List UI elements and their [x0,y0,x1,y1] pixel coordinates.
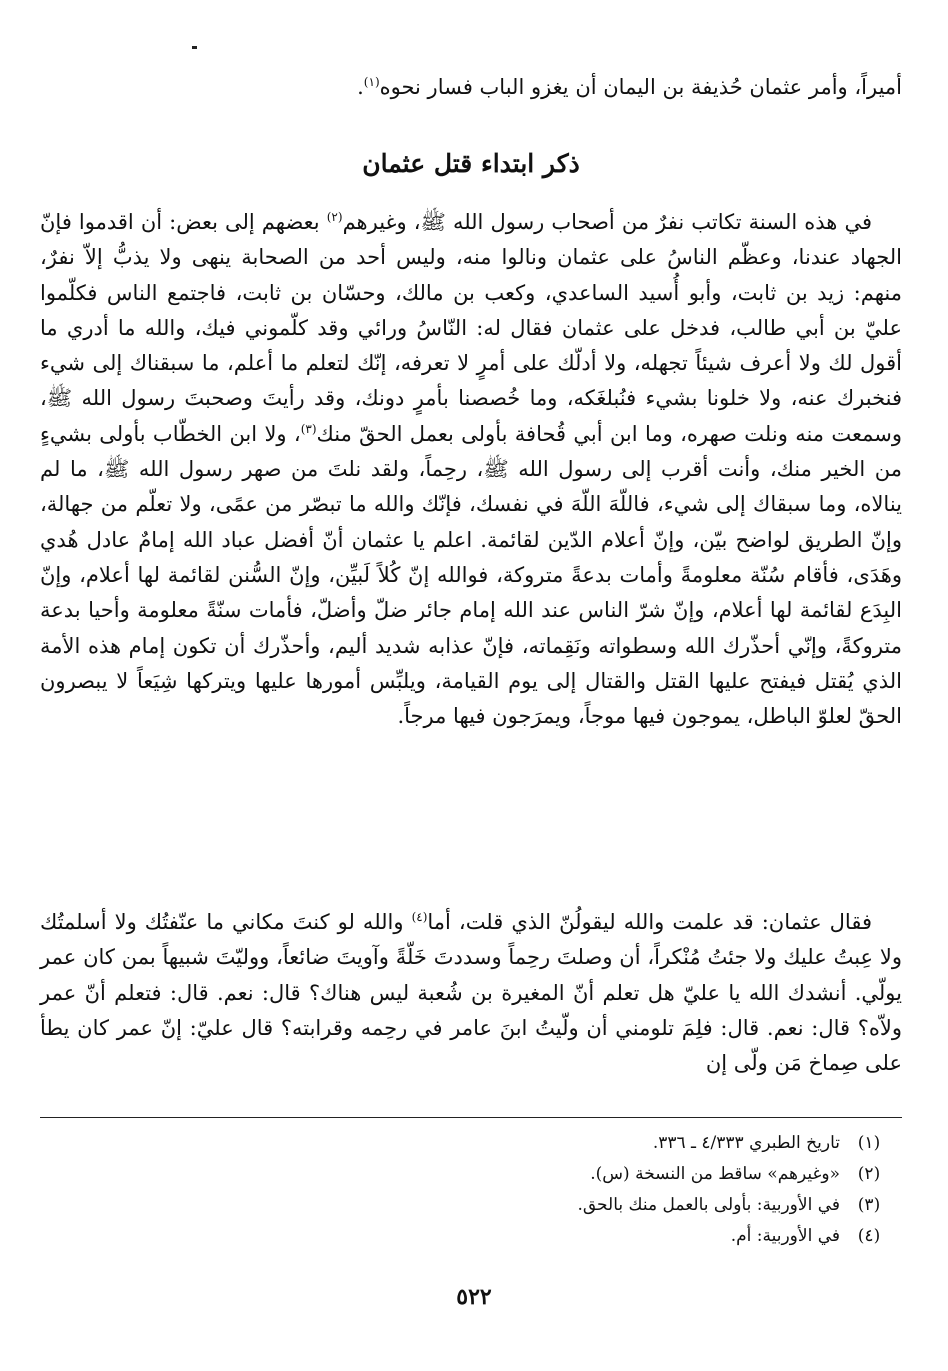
footnotes [40,1128,902,1252]
paragraph-1-part-1: في هذه السنة تكاتب نفرٌ من أصحاب رسول الله ﷺ، وغيرهم [342,210,872,234]
lead-line [40,70,902,105]
paragraph-1-part-3: ، ولا ابن الخطّاب بأولى بشيءٍ من الخير منك، وأنت أقرب إلى رسول الله ﷺ، رحِماً، ولقد نلتَ من صهر رسول الله ﷺ، ما لم ينالاه، وما سبقاك إلى شيء، فاللّهَ اللّهَ في نفسك، فإنّك والله ما تبصّر من عمًى، ولا تعلّم من جهالة، وإنّ الطريق لواضح بيّن، وإنّ أعلام الدّين لقائمة. اعلم يا عثمان أنّ أفضل عباد الله إمامٌ عادل هُدي وهَدَى، فأقام سُنّة معلومةً وأمات بدعةً متروكة، فوالله إنّ كُلاً لَبيِّن، وإنّ السُّنن لقائمة لها أعلام، وإنّ البِدَع لقائمة لها أعلام، وإنّ شرّ الناس عند الله إمام جائر ضلّ وأضلّ، فأمات سنّةً معلومة وأحيا بدعة متروكةً، وإنّي أحذّرك الله وسطواته ونَقِماته، فإنّ عذابه شديد أليم، وأحذّرك أن تكون إمام هذه الأمة الذي يُقتل فيفتح عليها القتل والقتال إلى يوم القيامة، ويلبِّس أمورها عليها ويتركها شِيَعاً لا يبصرون الحقّ لعلوّ الباطل، يموجون فيها موجاً، ويمرَجون فيها مرجاً. [40,421,902,729]
footnote-ref-1: (١) [363,75,380,89]
lead-text: أميراً، وأمر عثمان حُذيفة بن اليمان أن يغزو الباب فسار نحوه [379,75,902,99]
paragraph-2-part-1: فقال عثمان: قد علمت والله ليقولُنّ الذي قلت، أما [427,910,872,934]
paragraph-2-part-2: والله لو كنتَ مكاني ما عنّفتُك ولا أسلمتُك ولا عِبتُ عليك ولا جئتُ مُنْكراً، أن وصلتَ رحِماً وسددتَ خَلّةً وآويتَ ضائعاً، ووليّتَ شبيهاً بمن كان عمر يولّي. أنشدك الله يا عليّ هل تعلم أنّ المغيرة بن شُعبة ليس هناك؟ قال: نعم. قال: فتعلم أنّ عمر ولاّه؟ قال: نعم. قال: فلِمَ تلومني أن ولّيتُ ابنَ عامر في رحِمه وقرابته؟ قال عليّ: إنّ عمر كان يطأ على صِماخ مَن ولّى إن [40,910,902,1076]
print-speck [192,46,197,49]
page-number: ٥٢٢ [456,1284,492,1310]
section-title: ذكر ابتداء قتل عثمان [362,149,580,178]
footnote-text: في الأوربية: بأولى بالعمل منك بالحق. [577,1195,840,1215]
footnote-text: «وغيرهم» ساقط من النسخة (س). [590,1164,840,1184]
footnote-4 [40,1221,902,1252]
paragraph-1-part-2: بعضهم إلى بعض: أن اقدموا فإنّ الجهاد عندنا، وعظّم الناسُ على عثمان ونالوا منه، وليس أحد من الصحابة ينهى ولا يذبُّ إلاّ نفرٌ، منهم: زيد بن ثابت، وأبو أُسيد الساعدي، وكعب بن مالك، وحسّان بن ثابت، فاجتمع الناس فكلّموا عليّ بن أبي طالب، فدخل على عثمان فقال له: النّاسُ ورائي وقد كلّموني فيك، والله ما أدري ما أقول لك ولا أعرف شيئاً تجهله، ولا أدلّك على أمرٍ لا تعرفه، إنّك لتعلم ما أعلم، ما سبقناك إلى شيء فنخبرك عنه، ولا خلونا بشيء فنُبلغَكه، وما خُصصنا بأمرٍ دونك، وقد رأيتَ وصحبتَ رسول الله ﷺ، وسمعت منه ونلت صهره، وما ابن أبي قُحافة بأولى بعمل الحقّ منك [40,210,903,446]
paragraph-1 [40,205,902,734]
footnote-3 [40,1190,902,1221]
footnote-text: في الأوربية: أم. [730,1226,840,1246]
footnote-ref-2: (٢) [326,210,343,224]
footnote-number: (٣) [857,1195,881,1215]
footnote-number: (٤) [857,1226,881,1246]
paragraph-2 [40,905,902,1081]
footnote-separator [40,1117,902,1118]
footnote-ref-4: (٤) [411,910,428,924]
footnote-number: (١) [857,1133,881,1153]
footnote-2 [40,1159,902,1190]
footnote-ref-3: (٣) [300,421,317,436]
footnote-1 [40,1128,902,1159]
lead-period: . [357,75,364,99]
footnote-number: (٢) [857,1164,881,1184]
footnote-text: تاريخ الطبري ٤/٣٣٣ ـ ٣٣٦. [652,1133,840,1153]
